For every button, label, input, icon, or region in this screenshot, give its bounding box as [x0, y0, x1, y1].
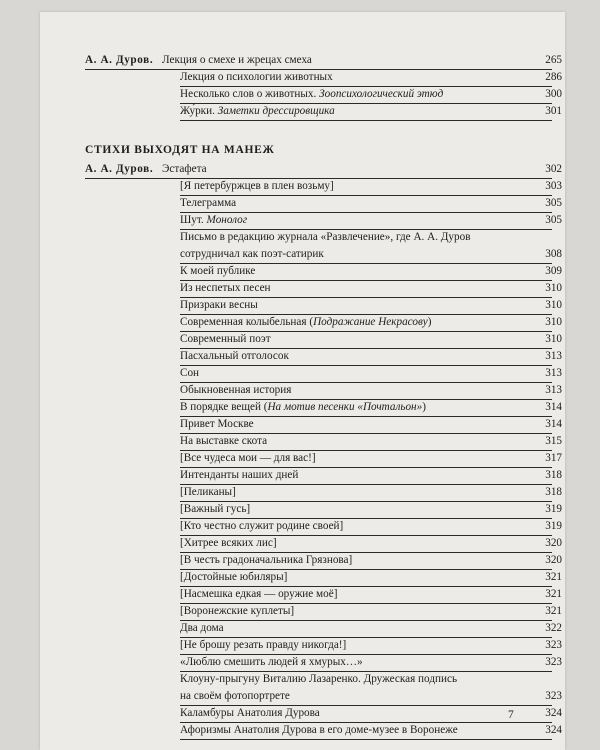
entry-title-end: ): [427, 316, 432, 328]
toc-entry: [180, 467, 562, 485]
toc-entry: [180, 246, 562, 264]
toc-entry: [180, 195, 562, 213]
page-number: 318: [545, 469, 562, 481]
toc-entry: [180, 416, 562, 434]
entry-title: [Достойные юбиляры]: [180, 571, 288, 583]
entry-title: К моей публике: [180, 265, 256, 277]
page-number: 314: [545, 418, 562, 430]
toc-entry: [180, 331, 562, 349]
entry-subtitle: На мотив песенки «Почтальон»: [267, 401, 423, 413]
entry-title: Жу́рки.: [180, 105, 215, 117]
toc-entry: [180, 501, 562, 519]
page-number: 305: [545, 214, 562, 226]
toc-entry: [180, 263, 562, 281]
entry-title: Призраки весны: [180, 299, 258, 311]
toc-entry: [180, 620, 562, 638]
page-number: 315: [545, 435, 562, 447]
book-page: [40, 12, 565, 750]
entry-title: На выставке скота: [180, 435, 268, 447]
page-number: 309: [545, 265, 562, 277]
toc-entry: [180, 69, 562, 87]
author-name: А. А. Дуров.: [85, 54, 154, 66]
page-number: 322: [545, 622, 562, 634]
entry-title: Каламбуры Анатолия Дурова: [180, 707, 320, 719]
page-number: 310: [545, 333, 562, 345]
page-number: 286: [545, 71, 562, 83]
page-number: 321: [545, 571, 562, 583]
entry-title: на своём фотопортрете: [180, 690, 290, 702]
page-number: 324: [545, 724, 562, 736]
entry-title: [Все чудеса мои — для вас!]: [180, 452, 316, 464]
toc-entry: [180, 722, 562, 740]
entry-title: Из неспетых песен: [180, 282, 271, 294]
entry-title-end: ): [422, 401, 426, 413]
entry-title: Шут.: [180, 214, 204, 226]
entry-title: Лекция о смехе и жрецах смеха: [162, 54, 312, 66]
page-number: 313: [545, 367, 562, 379]
entry-title: В порядке вещей (: [180, 401, 268, 413]
entry-title: [Не брошу резать правду никогда!]: [180, 639, 347, 651]
toc-entry: [180, 603, 562, 621]
toc-entry: [180, 688, 562, 706]
toc-entry: [180, 382, 562, 400]
page-number: 321: [545, 605, 562, 617]
entry-title: [Насмешка едкая — оружие моё]: [180, 588, 338, 600]
entry-title: [Пеликаны]: [180, 486, 236, 498]
page-number: 310: [545, 299, 562, 311]
page-number: 313: [545, 384, 562, 396]
page-folio: 7: [508, 709, 514, 721]
entry-subtitle: Монолог: [206, 214, 248, 226]
entry-subtitle: Заметки дрессировщика: [217, 105, 335, 117]
entry-title: Современный поэт: [180, 333, 271, 345]
toc-entry: [180, 280, 562, 298]
toc-entry: [180, 212, 562, 230]
entry-title-line: Клоуну-прыгуну Виталию Лазаренко. Дружеская подпись: [180, 673, 458, 685]
entry-title: Привет Москве: [180, 418, 254, 430]
toc-entry: [180, 103, 562, 121]
entry-title: «Люблю смешить людей я хмурых…»: [180, 656, 363, 668]
toc-entry: [180, 450, 562, 468]
page-number: 310: [545, 316, 562, 328]
entry-title: [В честь градоначальника Грязнова]: [180, 554, 353, 566]
toc-entry: [180, 433, 562, 451]
entry-subtitle: Зоопсихологический этюд: [319, 88, 444, 100]
entry-title: Афоризмы Анатолия Дурова в его доме-музее в Воронеже: [180, 724, 458, 736]
entry-title: Несколько слов о животных.: [180, 88, 317, 100]
page-number: 319: [545, 520, 562, 532]
page-number: 313: [545, 350, 562, 362]
entry-title-line: Письмо в редакцию журнала «Развлечение», где А. А. Дуров: [180, 231, 471, 243]
page-number: 303: [545, 180, 562, 192]
entry-title: Сон: [180, 367, 200, 379]
entry-title: Пасхальный отголосок: [180, 350, 289, 362]
toc-entry: [180, 518, 562, 536]
entry-title: [Важный гусь]: [180, 503, 251, 515]
entry-title: Обыкновенная история: [180, 384, 292, 396]
page-number: 310: [545, 282, 562, 294]
section-heading: СТИХИ ВЫХОДЯТ НА МАНЕЖ: [85, 144, 275, 156]
entry-title: [Воронежские куплеты]: [180, 605, 295, 617]
toc-entry: [180, 365, 562, 383]
toc-entry: [180, 399, 562, 417]
page-number: 265: [545, 54, 562, 66]
toc-entry: [180, 86, 562, 104]
author-name: А. А. Дуров.: [85, 163, 154, 175]
entry-title: Интенданты наших дней: [180, 469, 299, 481]
page-number: 323: [545, 656, 562, 668]
page-number: 301: [545, 105, 562, 117]
toc-entry: [180, 586, 562, 604]
toc-entry: [180, 297, 562, 315]
page-number: 320: [545, 554, 562, 566]
entry-subtitle: Подражание Некрасову: [313, 316, 428, 328]
entry-title: Современная колыбельная (: [180, 316, 314, 328]
entry-title: Эстафета: [162, 163, 207, 175]
page-number: 323: [545, 639, 562, 651]
toc-entry: [180, 637, 562, 655]
page-number: 318: [545, 486, 562, 498]
page-number: 314: [545, 401, 562, 413]
toc-entry: [180, 178, 562, 196]
page-number: 319: [545, 503, 562, 515]
page-number: 320: [545, 537, 562, 549]
entry-title: Два дома: [180, 622, 224, 634]
page-number: 300: [545, 88, 562, 100]
toc-entry: [180, 569, 562, 587]
page-number: 321: [545, 588, 562, 600]
toc-entry: [180, 348, 562, 366]
page-number: 323: [545, 690, 562, 702]
toc-entry: [85, 161, 562, 179]
toc-entry: [180, 484, 562, 502]
toc-entry: [180, 314, 562, 332]
entry-title: [Хитрее всяких лис]: [180, 537, 277, 549]
entry-title: Лекция о психологии животных: [180, 71, 333, 83]
page-number: 302: [545, 163, 562, 175]
toc-entry: [85, 52, 562, 70]
entry-title: [Кто честно служит родине своей]: [180, 520, 344, 532]
toc-entry: [180, 705, 562, 723]
page-number: 317: [545, 452, 562, 464]
toc-entry: [180, 654, 562, 672]
entry-title: [Я петербуржцев в плен возьму]: [180, 180, 334, 192]
page-number: 308: [545, 248, 562, 260]
page-number: 324: [545, 707, 562, 719]
toc-entry: [180, 552, 562, 570]
toc-entry: [180, 535, 562, 553]
page-number: 305: [545, 197, 562, 209]
entry-title: сотрудничал как поэт-сатирик: [180, 248, 324, 260]
entry-title: Телеграмма: [180, 197, 237, 209]
